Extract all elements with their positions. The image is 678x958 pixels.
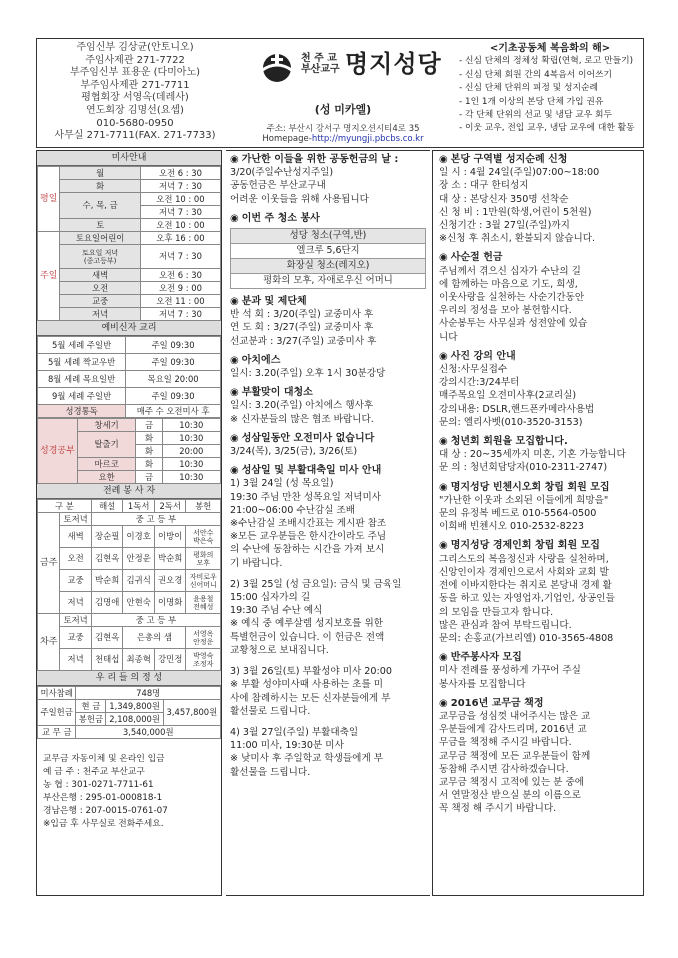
year-item: - 1인 1개 이상의 본당 단체 가입 권유 xyxy=(459,96,641,109)
bullet-icon: ◉ xyxy=(230,154,239,165)
notice-line: 무금을 책정해 주시길 바랍니다. xyxy=(439,737,572,749)
notice-line: 4) 3월 27일(주일) 부활대축일 xyxy=(230,726,359,738)
notice-line: 신앙인이자 경제인으로서 사회와 교회 발 xyxy=(439,566,609,578)
notice-title: ◉ 명지성당 빈첸시오회 창립 회원 모집 xyxy=(439,481,610,493)
bullet-icon: ◉ xyxy=(230,432,239,444)
offering-title: 우 리 들 의 정 성 xyxy=(37,671,221,686)
bullet-icon: ◉ xyxy=(439,697,448,709)
notice-line: ※ 부활 성야미사때 사용하는 초를 미 xyxy=(230,679,384,691)
notice-line: 그리스도의 복음정신과 사랑을 실천하며, xyxy=(439,553,609,565)
notice-line: 문의: 손홍교(가브리엘) 010-3565-4808 xyxy=(439,632,614,644)
prep-schedule: 5월 세례 주일반 주일 09:30 5월 세례 짝교우반 주일 09:30 8월 세례 목요일반 목요일 20:00 9월 세례 주일반 주일 09:30 성경통독 매주 수 오전미사 후 xyxy=(37,336,221,418)
notice-line: ※ 낮미사 후 주일학교 학생들에게 부 xyxy=(230,753,384,765)
church-logo-icon xyxy=(257,51,297,85)
notice-line: 대 상 : 본당신자 350명 선착순 xyxy=(439,193,569,205)
notice-line: "가난한 이웃과 소외된 이들에게 희망을" xyxy=(439,494,609,506)
notice-line: 활선물로 드립니다. xyxy=(230,705,311,717)
notice-line: 동참해 주시면 감사하겠습니다. xyxy=(439,763,569,775)
notice-line: 의 수난에 동참하는 시간을 가져 보시 xyxy=(230,544,385,556)
notice-line: 3/24(목), 3/25(금), 3/26(토) xyxy=(230,446,358,458)
notice-line: 일시: 3.20(주일) 오후 1시 30분강당 xyxy=(230,368,386,380)
notice-line: 신청기간 : 3월 27일(주일)까지 xyxy=(439,220,570,232)
patron-saint: (성 미카엘) xyxy=(314,103,372,116)
brand xyxy=(227,47,459,147)
notice-line: 이희배 빈첸시오 010-2532-8223 xyxy=(439,521,585,533)
bullet-icon: ◉ xyxy=(230,354,239,366)
staff-line: 사무실 271-7711(FAX. 271-7733) xyxy=(54,130,216,142)
notice-line: 선교분과 : 3/27(주일) 교중미사 후 xyxy=(230,335,377,347)
notice-title: ◉ 2016년 교무금 책정 xyxy=(439,697,544,709)
staff-line: 연도회장 김명선(요셉) xyxy=(86,104,184,116)
notice-line xyxy=(230,657,426,665)
notice-line: 공동헌금은 부산교구내 xyxy=(230,180,326,192)
notice-line: 동을 하고 있는 자영업자,기업인, 상공인들 xyxy=(439,593,615,605)
notice-line: 3) 3월 26일(토) 부활성야 미사 20:00 xyxy=(230,666,392,678)
staff-line: 평협회장 서영옥(데레사) xyxy=(81,92,189,104)
notice-line: 어려운 이웃들을 위해 사용됩니다 xyxy=(230,193,369,205)
address: 주소: 부산시 강서구 명지오션시티4로 35 xyxy=(266,123,420,134)
notice-line: 신청:사무실접수 xyxy=(439,364,508,376)
notice-line: 문의: 엘리사벳(010-3520-3153) xyxy=(439,416,583,428)
mass-schedule: 평일 월 오전 6 : 30 화 저녁 7 : 30 수, 목, 금 오전 10 : 00 저녁 7 : 30 토 오전 10 : 00 주일 토요일어린이 오후 16 : 00 토요일 저녁 (중고등부) 저녁 7 : 30 새벽 오전 6 : 30 오전 오전 9 : 00 교중 오전 11 : 00 저녁 저녁 7 : 30 xyxy=(37,166,221,321)
bullet-icon: ◉ xyxy=(230,296,239,308)
notice-line: 봉사자를 모집합니다 xyxy=(439,678,526,690)
notice-line: 문의 유정복 베드로 010-5564-0500 xyxy=(439,508,597,520)
staff-line: 010-5680-0950 xyxy=(96,117,174,129)
notice-line: 21:00~06:00 수난감실 조배 xyxy=(230,504,356,516)
bullet-icon: ◉ xyxy=(230,465,239,477)
notice-title: ◉ 성삼일 및 부활대축일 미사 안내 xyxy=(230,465,382,477)
year-item: - 각 단체 단위의 선교 및 냉담 교우 회두 xyxy=(459,109,641,122)
notice-line: 교무금 책정에 모든 교우분들이 함께 xyxy=(439,750,591,762)
parish-name: 명지성당 xyxy=(345,50,442,78)
homepage-link[interactable]: http://myungji.pbcbs.co.kr xyxy=(311,134,424,145)
notice-line: 우리의 정성을 모아 봉헌합시다. xyxy=(439,305,572,317)
notice-line: 교무금을 성심껏 내어주시는 많은 교 xyxy=(439,710,591,722)
notice-line: 미사 전례를 풍성하게 가꾸어 주실 xyxy=(439,665,581,677)
notice-title: ◉ 반주봉사자 모집 xyxy=(439,652,522,664)
staff-line: 부주임신부 표용운 (다미아노) xyxy=(69,67,201,79)
notice-line: 반 석 회 : 3/20(주일) 교중미사 후 xyxy=(230,309,374,321)
year-item: - 이웃 교우, 전입 교우, 냉담 교우에 대한 활동 xyxy=(459,122,641,135)
servers-table: 구 분 해설 1독서 2독서 봉헌 금주 토저녁 중 고 등 부 새벽 장순필 이경호 이방이 서안수 박은숙 오전 김현옥 안정운 박순희 평화의 모후 교중 박순희 김귀식 권오경 자비로우 신어머니 저녁 김명애 안현숙 이명화 윤용철 전혜성 차주 토저녁 중 고 등 부 교중 김현옥 은총의 샘 서영옥 안정운 저녁 천태섭 최종혁 강민정 박영숙 조정자 xyxy=(37,499,221,671)
notice-line: 꼭 책정 해 주시기 바랍니다. xyxy=(439,803,557,815)
notice-line: 활선물을 드립니다. xyxy=(230,766,311,778)
notice-title: ◉ 본당 구역별 성지순례 신청 xyxy=(439,154,568,165)
notice-line: 주님께서 겪으신 십자가 수난의 길 xyxy=(439,265,581,277)
notice-line: 2) 3월 25일 (성 금요일): 금식 및 금육일 xyxy=(230,578,402,590)
bullet-icon: ◉ xyxy=(439,540,448,552)
notice-line: 신 청 비 : 1만원(학생,어린이 5천원) xyxy=(439,206,592,218)
notice-line: 19:30 주님 만찬 성목요일 저녁미사 xyxy=(230,491,382,503)
weekday-label: 평일 xyxy=(38,167,60,232)
notice-line: 이웃사랑을 실천하는 사순기간동안 xyxy=(439,292,585,304)
notice-line: 일시: 3.20(주일) 아치에스 행사후 xyxy=(230,400,374,412)
bullet-icon: ◉ xyxy=(439,652,448,664)
notice-line: 3/20(주일수난성지주일) xyxy=(230,167,334,179)
notice-title: ◉ 명지성당 경제인회 창립 회원 모집 xyxy=(439,540,600,552)
notice-line: 일 시 : 4월 24일(주일)07:00~18:00 xyxy=(439,167,600,179)
notice-line: 에 함께하는 마음으로 기도, 희생, xyxy=(439,278,578,290)
notice-line: ※수난감실 조배시간표는 게시판 참조 xyxy=(230,518,387,530)
notice-line: 11:00 미사, 19:30분 미사 xyxy=(230,740,344,752)
prep-title: 예비신자 교리 xyxy=(37,321,221,336)
notice-line: 우분들에게 감사드리며, 2016년 교 xyxy=(439,724,587,736)
notice-line: 매주목요일 오전미사후(2교리실) xyxy=(439,390,577,402)
notice-line: ※신청 후 취소시, 환불되지 않습니다. xyxy=(439,233,596,245)
notice-line: 서 연말정산 받으실 분의 이름으로 xyxy=(439,790,581,802)
notice-title: ◉ 사진 강의 안내 xyxy=(439,350,516,362)
notice-title: ◉ 분과 및 제단체 xyxy=(230,296,307,308)
header xyxy=(36,38,644,148)
notice-title: ◉ 아치에스 xyxy=(230,354,281,366)
notice-title: ◉ 사순절 헌금 xyxy=(439,252,503,264)
mass-title: 미사안내 xyxy=(37,151,221,166)
staff-line: 주임사제관 271-7722 xyxy=(85,54,185,66)
servers-title: 전례 봉 사 자 xyxy=(37,484,221,499)
notice-line: 니다 xyxy=(439,331,458,343)
homepage: Homepage-http://myungji.pbcbs.co.kr xyxy=(262,134,424,145)
notice-line: 장 소 : 대구 한티성지 xyxy=(439,180,529,192)
offering-table: 미사참례 748명 주일헌금 현 금 1,349,800원 3,457,800원 봉헌금 2,108,000원 교 무 금 3,540,000원 xyxy=(37,686,221,739)
year-item: - 신심 단체 회원 간의 4복음서 이어쓰기 xyxy=(459,69,641,82)
notice-line: 사순봉투는 사무실과 성전앞에 있습 xyxy=(439,318,588,330)
staff-line: 부주임사제관 271-7711 xyxy=(80,79,190,91)
year-item: - 신심 단체 단위의 피정 및 성지순례 xyxy=(459,82,641,95)
notice-line: 연 도 회 : 3/27(주일) 교중미사 후 xyxy=(230,322,374,334)
bank-accounts: 교무금 자동이체 및 온라인 입금 예 금 주 : 천주교 부산교구 농 협 : 301-0271-7711-61 부산은행 : 295-01-000818-1 경남은행 : 207-0015-0761-07 ※입금 후 사무실로 전화주세요. xyxy=(43,754,168,829)
notice-line xyxy=(230,718,426,726)
right-column xyxy=(432,150,644,896)
year-item: - 신심 단체의 정체성 확립(연혁, 로고 만들기) xyxy=(459,55,641,68)
bullet-icon: ◉ xyxy=(230,387,239,399)
middle-column xyxy=(226,150,430,896)
notice-line: 의 모임을 만들고자 합니다. xyxy=(439,606,554,618)
bible-study: 성경공부 창세기 금 10:30 탈출기 화 10:30 화 20:00 마르코 화 10:30 요한 금 10:30 xyxy=(37,418,221,484)
left-column xyxy=(36,150,222,896)
notice-line: 대 상 : 20~35세까지 미혼, 기혼 가능합니다 xyxy=(439,449,626,461)
staff-line: 주임신부 김상균(안토니오) xyxy=(76,42,194,53)
notice-title: ◉ 부활맞이 대청소 xyxy=(230,387,313,399)
notice-line: 기 바랍니다. xyxy=(230,557,283,569)
notice-title: ◉ 이번 주 청소 봉사 xyxy=(230,212,320,224)
notice-line xyxy=(230,570,426,578)
sunday-label: 주일 xyxy=(38,232,60,321)
notice-line: ※ 신자분들의 많은 협조 바랍니다. xyxy=(230,413,374,425)
notice-line: 15:00 십자가의 길 xyxy=(230,592,311,604)
staff-list xyxy=(41,42,229,143)
notice-line: 많은 관심과 참여 부탁드립니다. xyxy=(439,619,572,631)
year-title: <기초공동체 복음화의 해> xyxy=(489,43,611,54)
notice-line: 문 의 : 청년회담당자(010-2311-2747) xyxy=(439,462,608,474)
notice-line: ※ 예식 중 예루살렘 성지보호를 위한 xyxy=(230,618,384,630)
bullet-icon: ◉ xyxy=(439,350,448,362)
notice-line: 강의내용: DSLR,핸드폰카메라사용법 xyxy=(439,403,595,415)
notice-line: 교황청으로 보내집니다. xyxy=(230,644,329,656)
notice-line: 19:30 주님 수난 예식 xyxy=(230,605,323,617)
notice-line: 강의시간:3/24부터 xyxy=(439,377,520,389)
notice-title: ◉ 성삼일동안 오전미사 없습니다 xyxy=(230,432,375,444)
notice-line: 교무금 책정시 고적에 있는 분 중에 xyxy=(439,776,584,788)
notice-title: ◉ 청년회 회원을 모집합니다. xyxy=(439,436,568,448)
notice-line: 1) 3월 24일 (성 목요일) xyxy=(230,478,334,490)
notice-line: 사에 참례하시는 모든 신자분들에게 부 xyxy=(230,692,391,704)
bullet-icon: ◉ xyxy=(439,252,448,264)
bullet-icon: ◉ xyxy=(439,154,448,165)
bullet-icon: ◉ xyxy=(230,212,239,224)
year-theme xyxy=(459,42,641,136)
bullet-icon: ◉ xyxy=(439,481,448,493)
notice-line: ※모든 교우분들은 한시간이라도 주님 xyxy=(230,531,387,543)
bullet-icon: ◉ xyxy=(439,436,448,448)
diocese-name: 천 주 교 부산교구 xyxy=(301,53,340,75)
notice-line: 특별헌금이 있습니다. 이 헌금은 전액 xyxy=(230,631,385,643)
notice-title: ◉ 가난한 이들을 위한 공동헌금의 날 : xyxy=(230,154,399,165)
notice-line: 전에 이바지한다는 취지로 본당내 경제 활 xyxy=(439,580,612,592)
cleaning-table: 성당 청소(구역,반) 엘크루 5,6단지 화장실 청소(레지오) 평화의 모후, 자애로우신 어머니 xyxy=(230,228,426,289)
